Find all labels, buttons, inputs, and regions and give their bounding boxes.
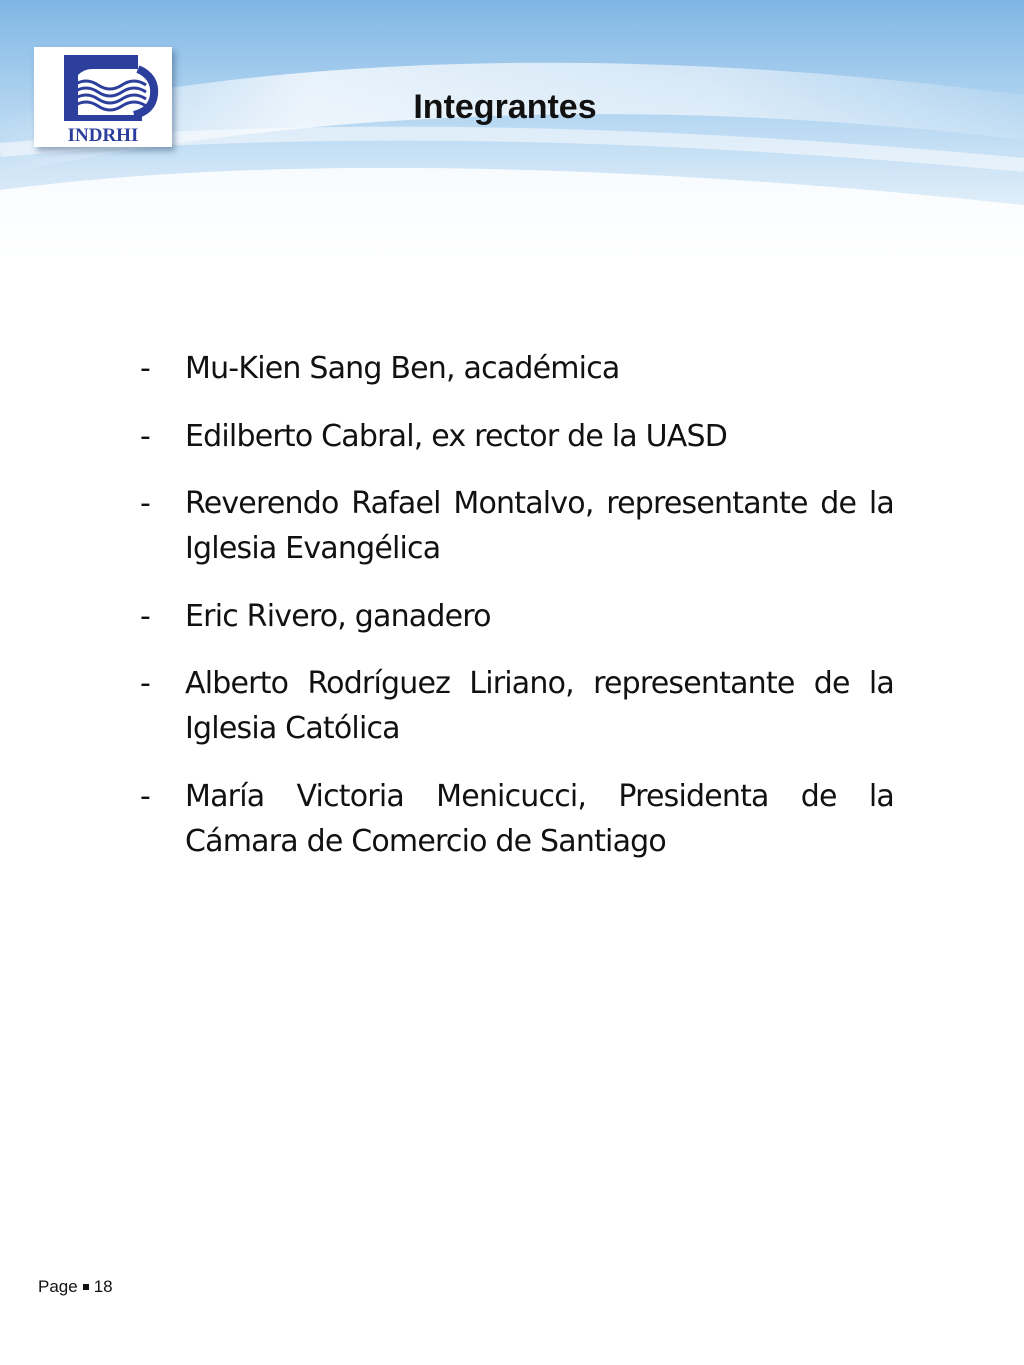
indrhi-logo [34, 47, 172, 147]
list-item [140, 594, 894, 639]
bullet-dash: - [140, 351, 151, 386]
list-item [140, 661, 894, 751]
member-text: Alberto Rodríguez Liriano, representante de la Iglesia Católica [185, 666, 894, 746]
members-list [140, 346, 894, 886]
member-text: Reverendo Rafael Montalvo, representante de la Iglesia Evangélica [185, 486, 894, 566]
bullet-dash: - [140, 418, 151, 454]
logo-text: INDRHI [67, 125, 139, 146]
list-item [140, 774, 894, 864]
page-footer [38, 1276, 113, 1298]
page-label: Page [38, 1277, 78, 1296]
bullet-dash: - [140, 486, 151, 521]
list-item [140, 346, 894, 391]
page-number: 18 [93, 1277, 113, 1296]
member-text: Eric Rivero, ganadero [185, 598, 491, 634]
member-text: Mu-Kien Sang Ben, académica [185, 351, 620, 386]
list-item [140, 481, 894, 571]
member-text: María Victoria Menicucci, Presidenta de la Cámara de Comercio de Santiago [185, 778, 894, 859]
bullet-dash: - [140, 666, 151, 701]
bullet-dash: - [140, 778, 151, 814]
bullet-dash: - [140, 598, 151, 634]
list-item [140, 414, 894, 459]
member-text: Edilberto Cabral, ex rector de la UASD [185, 418, 728, 454]
square-bullet-icon [83, 1284, 89, 1290]
slide-title: Integrantes [413, 88, 597, 126]
